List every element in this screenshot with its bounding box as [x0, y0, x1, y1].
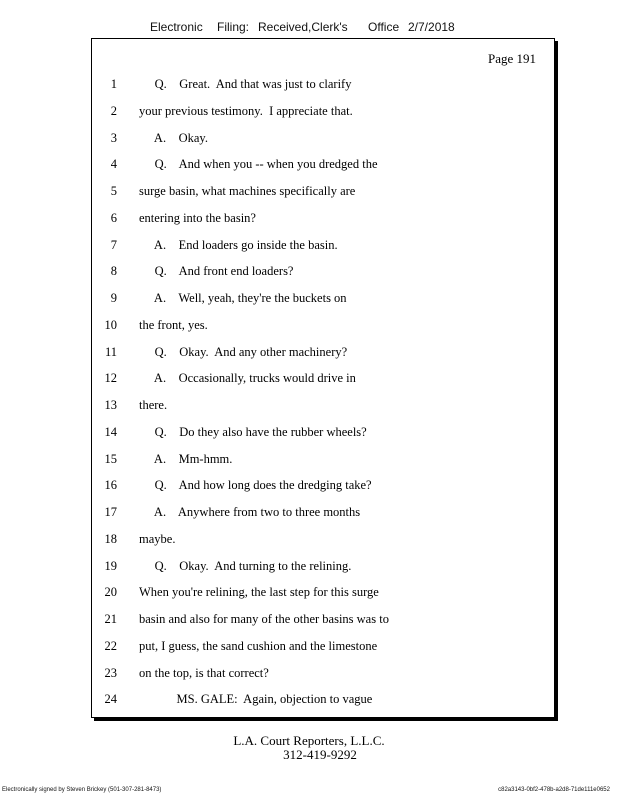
line-number: 5: [110, 184, 117, 198]
header-word-received: Received,Clerk's: [258, 20, 348, 34]
transcript-line: [92, 345, 554, 365]
line-text: there.: [139, 398, 168, 412]
line-text: on the top, is that correct?: [139, 665, 269, 680]
line-text: entering into the basin?: [139, 210, 256, 225]
line-number: 2: [110, 103, 117, 118]
line-text: A. End loaders go inside the basin.: [139, 237, 338, 252]
footer: [0, 734, 618, 762]
line-text: A. Occasionally, trucks would drive in: [139, 371, 356, 386]
line-number: 13: [104, 398, 117, 412]
line-number: 8: [110, 264, 117, 279]
transcript-line: [92, 452, 554, 472]
line-text: put, I guess, the sand cushion and the limestone: [139, 638, 378, 653]
line-number: 4: [110, 157, 117, 172]
page-number: Page 191: [487, 51, 536, 66]
transcript-line: [92, 157, 554, 177]
line-text: Q. Do they also have the rubber wheels?: [139, 424, 367, 439]
transcript-line: [92, 425, 554, 445]
transcript-line: [92, 211, 554, 231]
line-text: A. Anywhere from two to three months: [139, 505, 361, 519]
transcript-line: [92, 104, 554, 124]
transcript-line: [92, 478, 554, 498]
transcript-line: [92, 612, 554, 632]
line-text: Q. And when you -- when you dredged the: [139, 157, 378, 172]
line-number: 20: [104, 585, 117, 600]
line-text: basin and also for many of the other basins was to: [139, 612, 389, 626]
transcript-line: [92, 371, 554, 391]
transcript-line: [92, 505, 554, 525]
header-date: 2/7/2018: [408, 20, 455, 34]
line-number: 22: [104, 638, 117, 653]
header-word-electronic: Electronic: [150, 20, 203, 34]
line-number: 1: [110, 77, 117, 91]
line-text: When you're relining, the last step for this surge: [139, 585, 379, 600]
filing-header: [0, 20, 618, 38]
line-text: A. Okay.: [139, 130, 208, 145]
line-number: 16: [104, 478, 117, 493]
signature-note: Electronically signed by Steven Brickey (501-307-281-8473): [2, 787, 162, 793]
line-number: 15: [104, 451, 117, 466]
line-text: surge basin, what machines specifically are: [139, 184, 356, 198]
line-number: 11: [104, 344, 117, 359]
line-text: the front, yes.: [139, 317, 208, 332]
footer-company: L.A. Court Reporters, L.L.C.: [233, 733, 385, 748]
transcript-line: [92, 184, 554, 204]
transcript-page: [91, 38, 555, 718]
line-number: 14: [104, 424, 117, 439]
line-text: Q. Great. And that was just to clarify: [139, 77, 352, 91]
header-word-office: Office: [368, 20, 400, 34]
line-text: Q. And front end loaders?: [139, 264, 294, 279]
line-number: 19: [104, 558, 117, 573]
line-text: A. Well, yeah, they're the buckets on: [139, 291, 347, 305]
line-number: 17: [104, 505, 117, 519]
line-text: MS. GALE: Again, objection to vague: [139, 692, 373, 707]
line-text: Q. Okay. And any other machinery?: [139, 344, 348, 359]
transcript-line: [92, 398, 554, 418]
line-number: 18: [104, 531, 117, 546]
line-number: 7: [110, 237, 117, 252]
line-text: Q. Okay. And turning to the relining.: [139, 558, 352, 573]
line-text: A. Mm-hmm.: [139, 451, 233, 466]
transcript-line: [92, 559, 554, 579]
transcript-line: [92, 238, 554, 258]
line-number: 23: [104, 665, 117, 680]
line-number: 3: [110, 130, 117, 145]
line-number: 24: [104, 692, 117, 707]
transcript-line: [92, 291, 554, 311]
transcript-line: [92, 692, 554, 712]
line-text: maybe.: [139, 531, 176, 546]
transcript-line: [92, 77, 554, 97]
transcript-line: [92, 639, 554, 659]
transcript-line: [92, 585, 554, 605]
line-number: 9: [110, 291, 117, 305]
transcript-line: [92, 264, 554, 284]
transcript-line: [92, 318, 554, 338]
line-number: 21: [104, 612, 117, 626]
line-text: your previous testimony. I appreciate that.: [139, 103, 353, 118]
line-text: Q. And how long does the dredging take?: [139, 478, 372, 493]
line-number: 6: [110, 210, 117, 225]
transcript-line: [92, 532, 554, 552]
header-word-filing: Filing:: [217, 20, 250, 34]
document-id: c82a3143-0bf2-478b-a2d8-71de111e0652: [498, 787, 610, 793]
transcript-line: [92, 131, 554, 151]
footer-phone: 312-419-9292: [283, 747, 357, 762]
line-number: 10: [104, 317, 117, 332]
transcript-line: [92, 666, 554, 686]
line-number: 12: [104, 371, 117, 386]
